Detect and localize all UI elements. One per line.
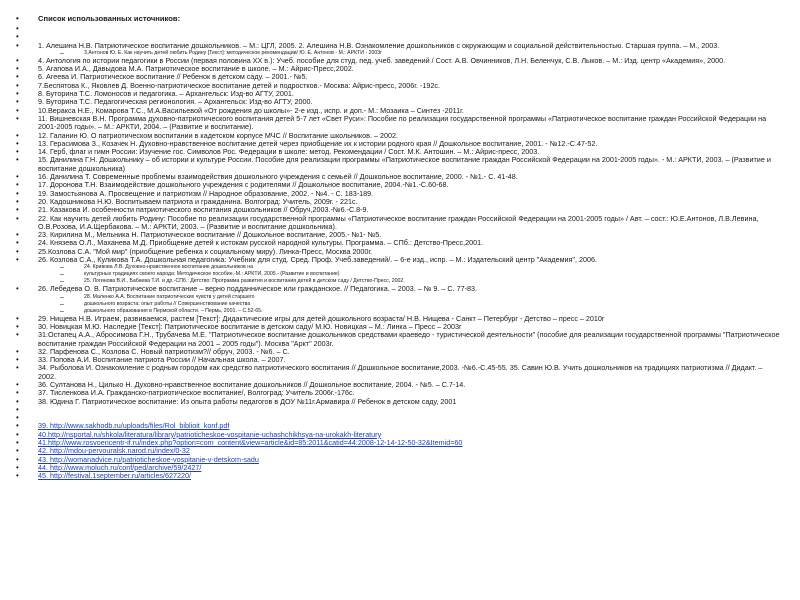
bibliography-entry: • 20. Кадошникова Н.Ю. Воспитываем патриота и гражданина. Волгоград: Учитель, 2009г. - 221с. <box>14 198 782 206</box>
link-text[interactable]: 40.http://nsportal.ru/shkola/literatura/library/patrioticheskoe-vospitanie-uchashchikhsya-na-urokakh-literatury <box>38 429 382 439</box>
bibliography-entry: • 23. Кирилина М., Мельника Н. Патриотическое воспитание // Дошкольное воспитание, 2005.- №1- №5. <box>14 231 782 239</box>
bibliography-entry: • 21. Казакова И. особенности патриотического воспитания дошкольников // Обруч,2003.-№6.-С.8-9. <box>14 206 782 214</box>
link-text[interactable]: 39. http://www.sakhodb.ru/uploads/files/Rol_biblioit_konf.pdf <box>38 421 230 431</box>
bibliography-entry: • 26. Лебедева О. В. Патриотическое воспитание – верно подданническое или гражданское. // Педагогика. – 2003. – № 9. – С. 77-83. <box>14 285 782 293</box>
bibliography-entry: • 7.Беспятова К., Яковлев Д. Военно-патриотическое воспитание детей и подростков.- Москва: Айрис-пресс, 2006г. -192с. <box>14 82 782 90</box>
bibliography-entry: • 4. Антология по истории педагогики в России (первая половина XX в.): Учеб. пособие для студ. пед. учеб. заведений / Сост. А.В. Овчинников, Л.Н. Беленчук, С.В. Лыков. – М.: Изд. центр «Академия», 2000. <box>14 57 782 65</box>
bibliography-entry: • 8. Буторина Т.С. Ломоносов и педагогика. – Архангельск: Изд-во АГТУ, 2001. <box>14 90 782 98</box>
bibliography-entry: • 9. Буторина Т.С. Педагогическая регионология. – Архангельск: Изд-во АГТУ, 2000. <box>14 98 782 106</box>
sub-list-item: – дошкольного возраста: опыт работы // Совершенствование качества <box>14 301 782 308</box>
empty-bullet <box>14 25 782 33</box>
sub-list-item: – 25. Логинова В.И., Бабаева Т.И. и др.-СПб.: Детство: Программа развития и воспитания детей в детском саду / Детство-Пресс, 2002. <box>14 278 782 285</box>
link-text[interactable]: 42. http://mdou-pervouralsk.narod.ru/index/0-32 <box>38 446 190 456</box>
bibliography-entry: • 31.Остапец А.А., Абросимова Г.Н., Трубачева М.Е. "Патриотическое воспитание дошкольников средствами краеведо - туристической деятельности" (пособие для реализации государственной программы "Патриотическое воспитание граждан Российской Федерации на 2001 – 2005 годы"). Москва "Аркт" 2003г. <box>14 331 782 348</box>
bibliography-entry: • 14. Герб, флаг и гимн России: Изучение гос. Символов Рос. Федерации в школе: метод. Рекомендации / Сост. М.К. Антошин. – М.: Айрис-пресс, 2003. <box>14 148 782 156</box>
bibliography-entry: • 16. Данилина Т. Современные проблемы взаимодействия дошкольного учреждения с семьей // Дошкольное воспитание, 2000. - №1.- С. 41-48. <box>14 173 782 181</box>
bibliography-entry: • 6. Агеева И. Патриотическое воспитание // Ребенок в детском саду. – 2001.- №5. <box>14 73 782 81</box>
bibliography-entry: • 32. Парфенова С., Козлова С. Новый патриотизм?// обруч, 2003. - №6. – С. <box>14 348 782 356</box>
bibliography-entry: • 22. Как научить детей любить Родину: Пособие по реализации государственной программы «Патриотическое воспитание граждан Российской Федерации на 2001-2005 годы» / Авт. – сост.: Ю.Е.Антонов, Л.В.Левина, О.В.Розова, И.А.Щербакова. – М.: АРКТИ, 2003. – (Развитие и воспитание дошкольника). <box>14 215 782 232</box>
web-source-link[interactable] <box>14 472 782 480</box>
bibliography-heading: • Список использованных источников: <box>14 14 782 24</box>
sub-list-item: – 3.Антонов Ю. Е. Как научить детей любить Родину [Текст]: методическое рекомендации/ Ю. Е. Антонов - М.: АРКТИ - 2003г <box>14 50 782 57</box>
bibliography-entry: • 5. Агапова И.А., Давыдова М.А. Патриотическое воспитание в школе. – М.: Айрис-Пресс,2002. <box>14 65 782 73</box>
bibliography-entry: • 11. Вишневская В.Н. Программа духовно-патриотического воспитания детей 5-7 лет «Свет Руси»: Пособие по реализации государственной программы «Патриотическое воспитание граждан Российской Федерации на 2001-2005 годы». – М.: АРКТИ, 2004. – (Развитие и воспитание). <box>14 115 782 132</box>
bibliography-entry: • 12. Галанин Ю. О патриотическом воспитании в кадетском корпусе МЧС // Воспитание школьников. – 2002. <box>14 132 782 140</box>
bibliography-entry: • 36. Султанова Н., Цилько Н. Духовно-нравственное воспитание дошкольников // Дошкольное воспитание, 2004. - №5. – С.7-14. <box>14 381 782 389</box>
sub-list-item: – 24. Кривова Л.В. Духовно-нравственное воспитание дошкольников на <box>14 264 782 271</box>
bibliography-entry: • 24. Князева О.Л., Маханева М.Д. Приобщение детей к истокам русской народной культуры. Программа. – СПб.: Детство-Пресс,2001. <box>14 239 782 247</box>
sub-list-item: – 28. Маленко А.А. Воспитание патриотических чувств у детей старшего <box>14 294 782 301</box>
bibliography-list <box>14 14 782 481</box>
bibliography-entry: • 30. Новицкая М.Ю. Наследие [Текст]: Патриотическое воспитание в детском саду/ М.Ю. Новицкая – М.: Линка – Пресс – 2003г <box>14 323 782 331</box>
empty-bullet <box>14 406 782 414</box>
bibliography-entry: • 15. Данилина Г.Н. Дошкольнику – об истории и культуре России. Пособие для реализации программы «Патриотическое воспитание граждан Российской Федерации на 2001-2005 годы». - М.: АРКТИ, 2003. – (Развитие и воспитание дошкольника) <box>14 156 782 173</box>
bibliography-entry: • 38. Юдина Г. Патриотическое воспитание: Из опыта работы педагогов в ДОУ №11г.Армавира // Ребенок в детском саду, 2001 <box>14 398 782 406</box>
bibliography-entry: • 33. Попова А.И. Воспитание патриота России // Начальная школа. – 2007. <box>14 356 782 364</box>
sub-list-item: – дошкольного образования в Пермской области. – Пермь, 2001. – С.52-65. <box>14 308 782 315</box>
bibliography-entry: • 13. Герасимова З., Козачек Н. Духовно-нравственное воспитание детей через приобщение их к истории родного края // Дошкольное воспитание, 2001. - №12.-С.47-52. <box>14 140 782 148</box>
bibliography-entry: • 10.Веракса Н.Е., Комарова Т.С., М.А.Васильевой «От рождения до школы»- 2-е изд., испр. и доп.- М.: Мозаика – Синтез -2011г. <box>14 107 782 115</box>
link-text[interactable]: 45. http://festival.1september.ru/articles/627220/ <box>38 471 192 481</box>
bibliography-entry: • 37. Тисленкова И.А. Гражданско-патриотическое воспитание/, Волгоград: Учитель 2006г.-176с. <box>14 389 782 397</box>
bibliography-entry: • 1. Алешина Н.В. Патриотическое воспитание дошкольников. – М.: ЦГЛ, 2005. 2. Алешина Н.В. Ознакомление дошкольников с окружающим и социальной действительностью. Старшая группа. – М., 2003. <box>14 42 782 50</box>
bibliography-entry: • 19. Замостьянова А. Просвещение и патриотизм // Народное образование, 2002. - №4. - С. 183-189. <box>14 190 782 198</box>
link-text[interactable]: 43. http://womanadvice.ru/patrioticheskoe-vospitanie-v-detskom-sadu <box>38 454 259 464</box>
bibliography-entry: • 34. Рыболова И. Ознакомление с родным городом как средство патриотического воспитания // Дошкольное воспитание,2003. -№6.-С.45-55. 35. Савин Ю.В. Учить дошкольников на традициях патриотизма // Дидакт. – 2002. <box>14 364 782 381</box>
sub-list-item: – культурных традициях своего народа: Методическое пособие.-М.: АРКТИ, 2005.- (Развитие и воспитание) <box>14 271 782 278</box>
bibliography-entry: • 17. Доронова Т.Н. Взаимодействие дошкольного учреждения с родителями // Дошкольное воспитание, 2004.-№1.-С.60-68. <box>14 181 782 189</box>
bibliography-entry: • 26. Козлова С.А., Куликова Т.А. Дошкольная педагогика: Учебник для студ. Сред. Проф. Учеб.заведений/. – 6-е изд., испр. – М.: Издательский центр "Академия", 2006. <box>14 256 782 264</box>
bibliography-entry: • 25.Козлова С.А. "Мой мир" (приобщение ребенка к социальному миру). Линка-Пресс, Москва 2000г. <box>14 248 782 256</box>
link-text[interactable]: 44. http://www.moluch.ru/conf/ped/archive/59/2427/ <box>38 462 202 472</box>
link-text[interactable]: 41.http://www.rosvoencentr-if.ru/index.php?option=com_content&view=article&id=85:2011&catid=44:2008-12-14-12-50-32&Itemid=60 <box>38 438 463 448</box>
bibliography-entry: • 29. Нищева Н.В. Играем, развиваемся, растем [Текст]: Дидактические игры для детей дошкольного возраста/ Н.В. Нищева - Санкт – Петербург - Детство – пресс – 2010г <box>14 315 782 323</box>
